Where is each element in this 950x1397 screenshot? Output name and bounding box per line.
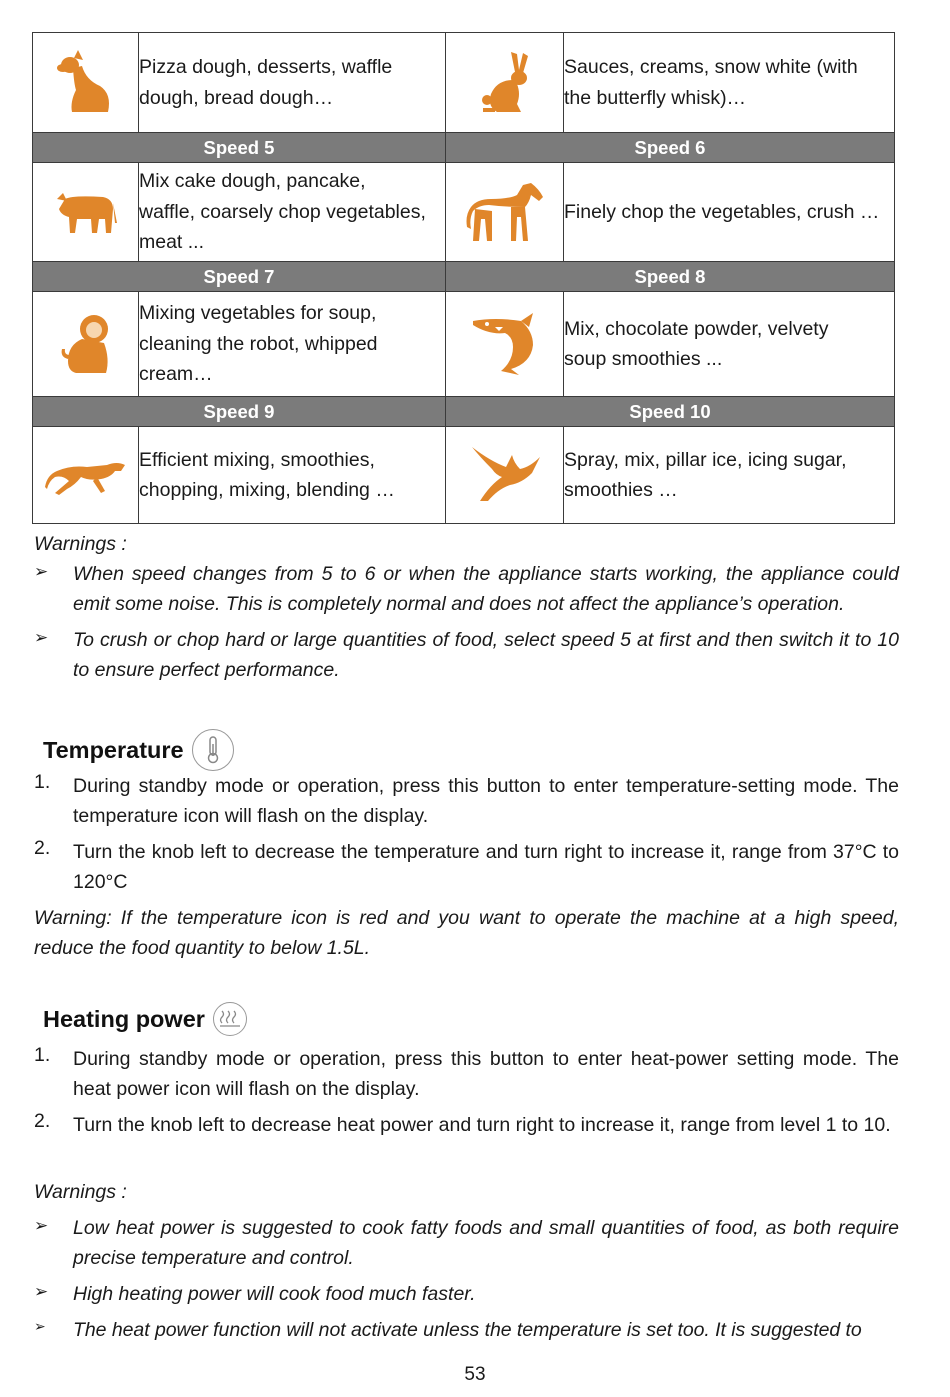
step-number: 2.	[34, 1110, 51, 1132]
speed-description: Mix, chocolate powder, velvety soup smoothies ...	[564, 292, 895, 397]
thermometer-icon	[192, 729, 234, 771]
speed-description: Sauces, creams, snow white (with the butterfly whisk)…	[564, 33, 895, 133]
speed-header-row	[33, 397, 895, 427]
step-number: 1.	[34, 1044, 51, 1066]
speed-label: Speed 5	[33, 133, 446, 163]
lion-icon	[33, 292, 139, 397]
cheetah-icon	[33, 427, 139, 524]
section-title: Temperature	[43, 736, 184, 763]
horse-icon	[446, 163, 564, 262]
shark-icon	[446, 292, 564, 397]
speed-description: Efficient mixing, smoothies, chopping, mixing, blending …	[139, 427, 446, 524]
speed-description: Mixing vegetables for soup, cleaning the robot, whipped cream…	[139, 292, 446, 397]
eagle-icon	[446, 427, 564, 524]
warnings-label: Warnings :	[34, 533, 127, 555]
step-text: During standby mode or operation, press this button to enter heat-power setting mode. The heat power icon will flash on the display.	[73, 1048, 899, 1100]
table-row	[33, 292, 895, 397]
rabbit-icon	[446, 33, 564, 133]
table-row	[33, 427, 895, 524]
speed-description: Spray, mix, pillar ice, icing sugar, smoothies …	[564, 427, 895, 524]
page-number: 53	[464, 1364, 486, 1385]
cow-icon	[33, 163, 139, 262]
arrow-bullet-icon: ➢	[34, 1282, 49, 1301]
speed-description: Mix cake dough, pancake, waffle, coarsely chop vegetables, meat ...	[139, 163, 446, 262]
speed-header-row	[33, 262, 895, 292]
arrow-bullet-icon: ➢	[34, 1318, 46, 1334]
dog-icon	[33, 33, 139, 133]
speed-label: Speed 9	[33, 397, 446, 427]
warning-item: Low heat power is suggested to cook fatty foods and small quantities of food, as both require precise temperature and control.	[73, 1217, 899, 1269]
heat-waves-icon	[213, 1002, 247, 1036]
speed-description: Finely chop the vegetables, crush …	[564, 163, 895, 262]
speed-label: Speed 6	[446, 133, 895, 163]
arrow-bullet-icon: ➢	[34, 1216, 49, 1235]
speed-table	[32, 32, 895, 524]
speed-description: Pizza dough, desserts, waffle dough, bread dough…	[139, 33, 446, 133]
arrow-bullet-icon: ➢	[34, 562, 49, 581]
speed-label: Speed 10	[446, 397, 895, 427]
step-text: During standby mode or operation, press this button to enter temperature-setting mode. The temperature icon will flash on the display.	[73, 775, 899, 827]
step-number: 1.	[34, 771, 51, 793]
table-row	[33, 33, 895, 133]
speed-label: Speed 8	[446, 262, 895, 292]
speed-header-row	[33, 133, 895, 163]
warning-item: The heat power function will not activate unless the temperature is set too. It is suggested to	[73, 1319, 862, 1341]
arrow-bullet-icon: ➢	[34, 628, 49, 647]
table-row	[33, 163, 895, 262]
warning-item: High heating power will cook food much faster.	[73, 1283, 476, 1305]
temperature-warning: Warning: If the temperature icon is red and you want to operate the machine at a high speed, reduce the food quantity to below 1.5L.	[34, 907, 899, 959]
speed-label: Speed 7	[33, 262, 446, 292]
step-text: Turn the knob left to decrease the temperature and turn right to increase it, range from 37°C to 120°C	[73, 841, 899, 893]
warnings-label: Warnings :	[34, 1181, 127, 1203]
section-heading-temperature	[43, 729, 234, 771]
step-text: Turn the knob left to decrease heat power and turn right to increase it, range from level 1 to 10.	[73, 1114, 891, 1136]
warning-item: To crush or chop hard or large quantities of food, select speed 5 at first and then switch it to 10 to ensure perfect performance.	[73, 629, 899, 681]
section-heading-heating-power	[43, 1002, 247, 1036]
step-number: 2.	[34, 837, 51, 859]
warning-item: When speed changes from 5 to 6 or when the appliance starts working, the appliance could emit some noise. This is completely normal and does not affect the appliance’s operation.	[73, 563, 899, 615]
section-title: Heating power	[43, 1005, 205, 1032]
